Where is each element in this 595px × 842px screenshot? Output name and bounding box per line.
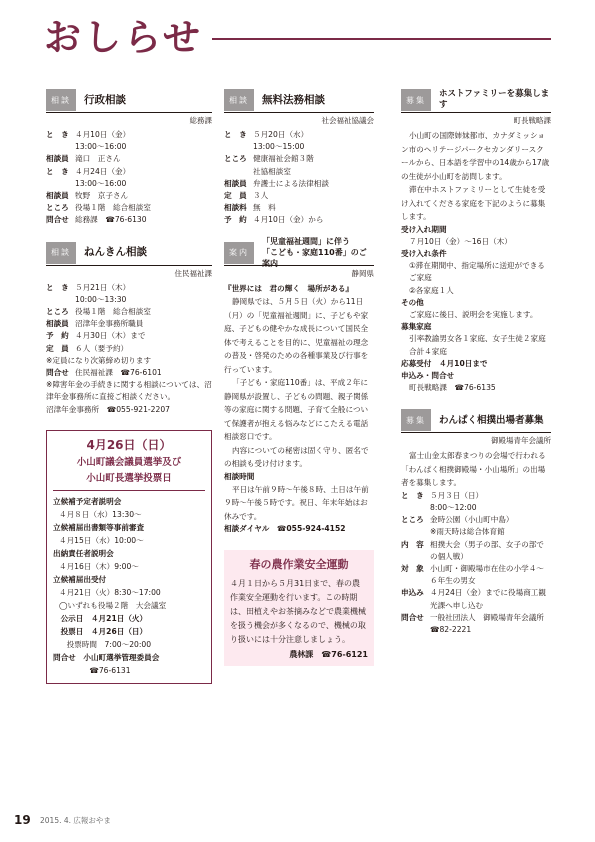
row-label: 定 員 [46, 343, 69, 353]
row-label: 問合せ [46, 215, 69, 225]
sumo-rows [401, 490, 551, 636]
item-text: ①滞在期間中、指定場所に送迎ができるご家庭 [409, 261, 545, 283]
info-row [224, 166, 374, 178]
homestay-intro: 小山町の国際姉妹都市、カナダミッション市のヘリテージパークセカンダリースクールから、日本語を学習中の14歳から17歳の生徒が小山町を訪問します。 [401, 131, 550, 181]
row-label: 予 約 [224, 215, 247, 225]
sumo-section [401, 408, 551, 636]
item-text: ◯いずれも役場２階 大会議室 [59, 600, 167, 610]
row-label: と き [46, 166, 69, 176]
jido-paragraph: 静岡県では、５月５日（火）から11日（月）の「児童福祉週間」に、子どもや家庭、子どもの健やかな成長について国民全体で考えることを目的に、児童福祉の理念の普及・啓発のための各種事業及び行事を行っています。 [224, 297, 369, 374]
item-heading: 立候補届出受付 [53, 574, 107, 584]
section-title: わんぱく相撲出場者募集 [439, 414, 544, 426]
info-row [46, 141, 212, 153]
info-row [401, 490, 551, 502]
nenkin-note: ※定員になり次第締め切ります [46, 355, 152, 365]
row-label: 相談料 [224, 203, 247, 213]
row-value: 牧野 京子さん [75, 191, 129, 201]
section-dept: 社会福祉協議会 [224, 112, 374, 129]
row-value: ４月30日（木）まで [75, 331, 146, 341]
row-value: 健康福祉会館３階 [253, 154, 314, 164]
farm-safety-box [224, 550, 374, 666]
nenkin-office: 沼津年金事務所 ☎055-921-2207 [46, 404, 171, 414]
info-row [46, 178, 212, 190]
jido-section [224, 237, 374, 536]
row-value: 弁護士による法律相談 [253, 178, 329, 188]
row-label: 相談員 [46, 319, 69, 329]
gyosei-rows [46, 129, 212, 227]
info-row [401, 587, 551, 611]
jido-paragraph: 内容についての秘密は固く守り、匿名での相談も受け付けます。 [224, 445, 369, 469]
item-text: ☎76-6131 [59, 665, 131, 675]
homestay-section [401, 88, 554, 394]
row-value: 滝口 正さん [75, 154, 121, 164]
info-row [224, 178, 374, 190]
info-row [224, 202, 374, 214]
row-label: 相談員 [46, 154, 69, 164]
info-row [401, 563, 551, 587]
info-row [224, 153, 374, 165]
item-text: ４月21日（火）8:30〜17:00 [59, 587, 161, 597]
row-value: ５月３日（日） [430, 490, 484, 500]
section-dept: 静岡県 [224, 265, 374, 282]
row-value: 役場１階 総合相談室 [75, 203, 151, 213]
row-label: と き [46, 130, 69, 139]
item-heading: 立候補届出書類等事前審査 [53, 522, 145, 532]
row-value: 小山町・御殿場市在住の小学４〜６年生の男女 [430, 564, 544, 586]
jido-paragraph: 「子ども・家庭110番」は、平成２年に静岡県が設置し、子どもの問題、親子関係等の家庭に関する問題、子育て全般について保護者が抱える悩みなどにこたえる電話相談窓口です。 [224, 378, 369, 442]
row-value: ４月10日（金） [75, 130, 131, 139]
item-text: ②各家庭１人 [409, 285, 454, 295]
row-value: 総務課 ☎76-6130 [75, 215, 147, 225]
section-tag: 相談 [224, 89, 254, 111]
column-middle [224, 88, 374, 666]
item-heading: 立候補予定者説明会 [53, 496, 122, 506]
row-value: ※雨天時は総合体育館 [430, 527, 505, 537]
section-title: ホストファミリーを募集します [439, 89, 550, 110]
row-value: 無 料 [253, 203, 276, 213]
item-heading: その他 [401, 297, 424, 307]
section-title: 行政相談 [84, 93, 126, 106]
info-row [46, 343, 212, 355]
row-value: 13:00〜15:00 [253, 142, 305, 152]
info-row [46, 330, 212, 342]
row-label [46, 294, 75, 306]
info-row [46, 282, 212, 294]
row-value: ４月24日（金）までに役場商工観光課へ申し込む [430, 588, 546, 610]
row-label: 相談員 [224, 178, 247, 188]
footer-text: 2015. 4. 広報おやま [40, 816, 111, 825]
row-label: ところ [224, 154, 247, 164]
section-dept: 総務課 [46, 112, 212, 129]
row-value: 相撲大会（男子の部、女子の部での個人戦） [430, 539, 544, 561]
row-value: 13:00〜16:00 [75, 142, 127, 152]
row-value: ４月24日（金） [75, 166, 131, 176]
item-text: 町長戦略課 ☎76-6135 [409, 383, 496, 393]
homestay-intro-2: 滞在中ホストファミリーとして生徒を受け入れてくださる家庭を下記のように募集します。 [401, 185, 546, 221]
nenkin-rows [46, 282, 212, 355]
section-tag: 相談 [46, 242, 76, 264]
item-text: ７月10日（金）〜16日（木） [409, 236, 512, 246]
info-row [224, 141, 374, 153]
row-label: 問合せ [401, 612, 424, 622]
row-label [46, 141, 75, 153]
info-row [224, 129, 374, 141]
row-label: ところ [46, 203, 69, 213]
info-row [46, 129, 212, 141]
homestay-items [401, 224, 554, 395]
info-row [401, 539, 551, 563]
election-title-1: 小山町議会議員選挙及び [76, 456, 182, 468]
gyosei-section [46, 88, 212, 227]
section-tag: 案内 [224, 242, 254, 264]
farm-contact: 農林課 ☎76-6121 [289, 649, 368, 659]
item-text: ４月８日（水）13:30〜 [59, 509, 142, 519]
info-row [401, 526, 551, 538]
item-text: ４月15日（水）10:00〜 [59, 535, 144, 545]
row-value: 一般社団法人 御殿場青年会議所 ☎82-2221 [430, 612, 552, 635]
row-label: と き [224, 130, 247, 139]
item-heading: 投票日 ４月26日（日） [53, 626, 148, 636]
sumo-intro: 富士山金太郎春まつりの会場で行われる「わんぱく相撲御殿場・小山場所」の出場者を募集します。 [401, 451, 546, 488]
item-text: ４月16日（木）9:00〜 [59, 561, 139, 571]
info-row [46, 306, 212, 318]
election-lines [53, 495, 205, 677]
section-tag: 相談 [46, 89, 76, 111]
section-title: ねんきん相談 [84, 246, 147, 259]
row-value: ５月20日（水） [253, 130, 309, 139]
jido-dial: 相談ダイヤル ☎055-924-4152 [224, 524, 346, 534]
info-row [46, 214, 212, 226]
row-label: 内 容 [401, 539, 424, 549]
item-heading: 出納責任者説明会 [53, 548, 114, 558]
nenkin-section [46, 241, 212, 416]
jido-time-head: 相談時間 [224, 471, 255, 481]
election-box [46, 430, 212, 684]
election-date: 4月26日（日） [86, 437, 172, 452]
row-label: と き [46, 282, 69, 292]
section-dept: 町長戦略課 [401, 112, 551, 129]
farm-title: 春の農作業安全運動 [249, 557, 349, 571]
info-row [401, 612, 551, 636]
info-row [46, 190, 212, 202]
info-row [46, 294, 212, 306]
row-label: と き [401, 490, 424, 500]
row-label: 相談員 [46, 191, 69, 201]
election-title-2: 小山町長選挙投票日 [86, 472, 172, 484]
row-value: ６人（要予約） [75, 343, 129, 353]
column-left [46, 88, 212, 684]
info-row [46, 153, 212, 165]
row-label: 予 約 [46, 331, 69, 341]
row-label: 問合せ [46, 368, 69, 378]
info-row [224, 214, 374, 226]
item-text: 引率教諭男女各１家庭、女子生徒２家庭 合計４家庭 [409, 334, 554, 356]
section-tag: 募集 [401, 89, 431, 111]
item-heading: 受け入れ期間 [401, 224, 447, 234]
item-heading: 募集家庭 [401, 322, 432, 332]
row-label [224, 166, 253, 178]
row-label [224, 141, 253, 153]
column-right [401, 88, 554, 650]
row-value: 役場１階 総合相談室 [75, 307, 151, 317]
info-row [46, 202, 212, 214]
row-label: ところ [46, 307, 69, 317]
info-row [401, 514, 551, 526]
page-number: 19 [14, 813, 31, 827]
item-text: 投票時間 7:00〜20:00 [59, 639, 152, 649]
section-title-1: 「児童福祉週間」に伴う [262, 237, 350, 247]
section-tag: 募集 [401, 409, 431, 431]
section-title: 無料法務相談 [262, 93, 325, 106]
row-value: 8:00〜12:00 [430, 503, 477, 513]
section-title-2: 「こども・家庭110番」のご案内 [262, 248, 367, 269]
row-label: ところ [401, 515, 424, 525]
item-heading: 応募受付 ４月10日まで [401, 358, 488, 368]
jido-time-body: 平日は午前９時〜午後８時、土日は午前９時〜午後５時です。祝日、年末年始はお休みです。 [224, 484, 369, 521]
muryo-section [224, 88, 374, 227]
muryo-rows [224, 129, 374, 227]
row-value: 沼津年金事務所職員 [75, 319, 144, 329]
item-text: ご家庭に後日、説明会を実施します。 [409, 309, 538, 319]
jido-slogan: 『世界には 君の輝く 場所がある』 [224, 283, 354, 293]
row-value: ３人 [253, 191, 269, 201]
section-dept: 住民福祉課 [46, 265, 212, 282]
row-label [46, 178, 75, 190]
row-value: 住民福祉課 ☎76-6101 [75, 368, 162, 378]
row-value: 10:00〜13:30 [75, 294, 127, 304]
item-heading: 問合せ 小山町選挙管理委員会 [53, 652, 160, 662]
row-label: 対 象 [401, 564, 424, 574]
info-row [401, 502, 551, 514]
row-value: 社協相談室 [253, 166, 291, 176]
election-rule [53, 490, 205, 491]
farm-body: ４月１日から５月31日まで、春の農作業安全運動を行います。この時期は、田植えやお茶摘みなどで農業機械を扱う機会が多くなるので、機械の取り扱いには十分注意しましょう。 [230, 578, 366, 644]
row-value: ５月21日（木） [75, 282, 131, 292]
section-dept: 御殿場青年会議所 [401, 432, 551, 449]
row-value: 13:00〜16:00 [75, 178, 127, 188]
info-row [46, 166, 212, 178]
item-heading: 公示日 ４月21日（火） [53, 613, 148, 623]
item-heading: 受け入れ条件 [401, 248, 447, 258]
row-label: 定 員 [224, 191, 247, 201]
row-value: 金時公園（小山町中島） [430, 515, 514, 525]
title-rule [212, 38, 551, 40]
row-label [401, 526, 430, 538]
row-value: ４月10日（金）から [253, 215, 324, 225]
item-heading: 申込み・問合せ [401, 370, 455, 380]
page-title: おしらせ [44, 16, 203, 59]
row-label: 申込み [401, 588, 424, 598]
nenkin-note-2: ※障害年金の手続きに関する相談については、沼津年金事務所に直接ご相談ください。 [46, 380, 212, 402]
row-label [401, 502, 430, 514]
info-row [46, 318, 212, 330]
info-row [224, 190, 374, 202]
